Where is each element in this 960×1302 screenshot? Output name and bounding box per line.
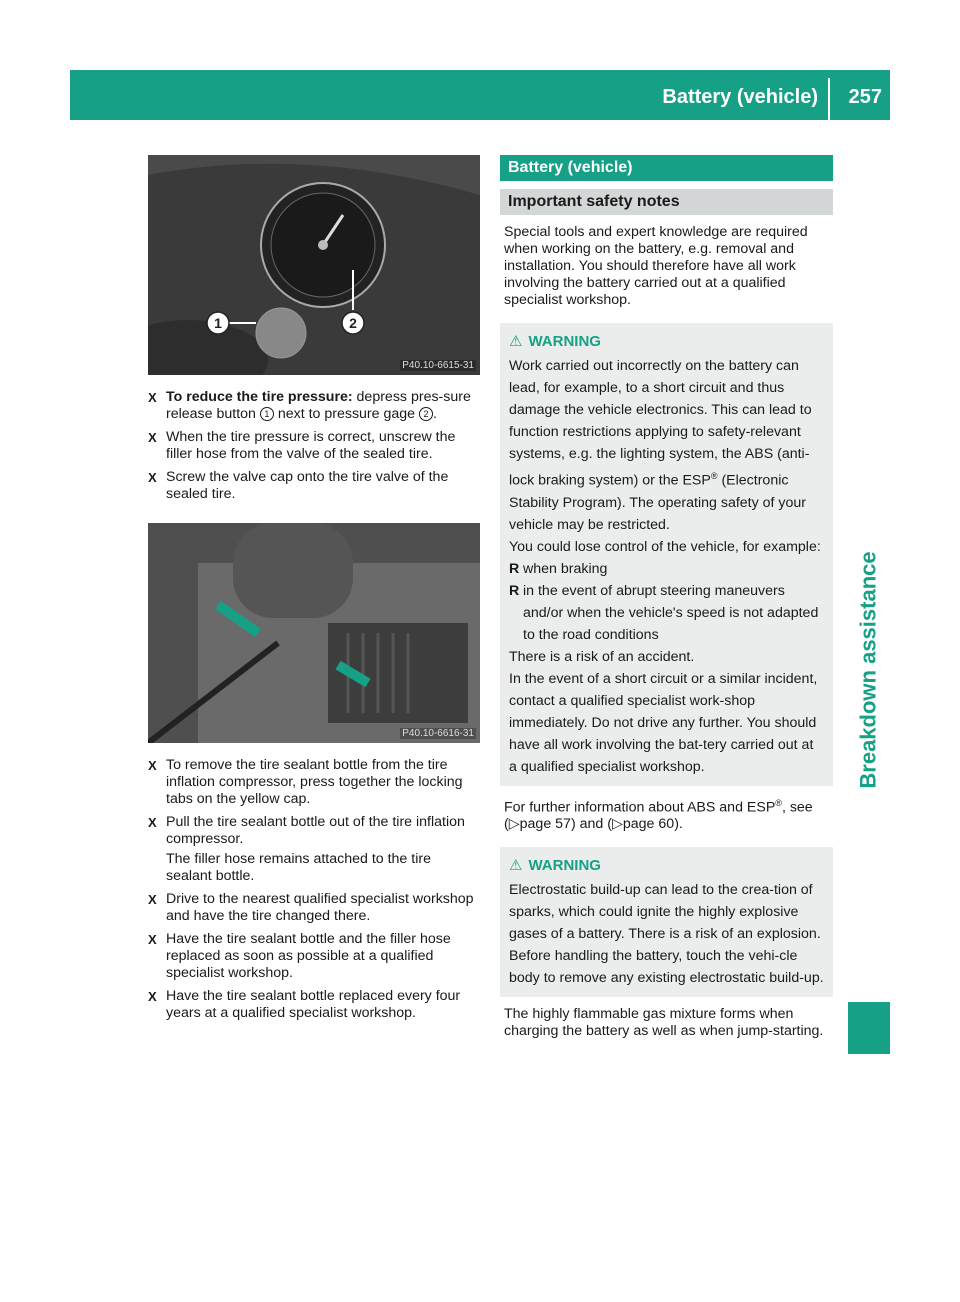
callout-2: 2 — [349, 315, 357, 331]
page-header — [70, 70, 890, 120]
list-item: X Drive to the nearest qualified specialist workshop and have the tire changed there. — [148, 891, 474, 924]
arrow-icon: X — [148, 815, 157, 830]
page-number: 257 — [848, 86, 882, 108]
warning-bullets — [509, 558, 825, 646]
list-item: X When the tire pressure is correct, unscrew the filler hose from the valve of the sealed tire. — [148, 429, 456, 462]
photo-code: P40.10-6616-31 — [402, 728, 474, 739]
photo-code: P40.10-6615-31 — [402, 360, 474, 371]
section-title: Battery (vehicle) — [500, 155, 833, 181]
warning-title: ⚠ WARNING — [509, 331, 825, 353]
intro-paragraph: Special tools and expert knowledge are required when working on the battery, e.g. removal and installation. You should therefore have all work involving the battery carried out at a qualified specialist workshop. — [504, 224, 808, 308]
side-tab-label: Breakdown assistance — [856, 551, 882, 789]
right-column — [500, 155, 833, 1040]
list-item: R when braking — [509, 560, 608, 577]
compressor-gauge-photo — [148, 155, 480, 375]
warning-text: You could lose control of the vehicle, for example: — [509, 538, 821, 555]
arrow-icon: X — [148, 470, 157, 485]
warning-icon: ⚠ — [509, 333, 523, 350]
warning-box-1 — [500, 323, 833, 786]
warning-text: Before handling the battery, touch the vehi-cle body to remove any existing electrostatic build-up. — [509, 948, 824, 987]
steps-list-2 — [148, 757, 480, 1022]
subsection-title: Important safety notes — [500, 189, 833, 215]
list-item: X Screw the valve cap onto the tire valve of the sealed tire. — [148, 469, 449, 502]
header-title: Battery (vehicle) — [662, 86, 818, 108]
warning-text: There is a risk of an accident. — [509, 648, 695, 665]
bottle-illustration — [148, 523, 480, 743]
callout-ref-1: 1 — [260, 407, 274, 421]
list-item: X To remove the tire sealant bottle from the tire inflation compressor, press together the locking tabs on the yellow cap. — [148, 757, 463, 807]
closing-paragraph: The highly flammable gas mixture forms when charging the battery as well as when jump-starting. — [504, 1006, 824, 1040]
list-item: X Have the tire sealant bottle replaced every four years at a qualified specialist workshop. — [148, 988, 461, 1021]
header-divider — [828, 78, 830, 120]
gauge-illustration — [148, 155, 480, 375]
arrow-icon: X — [148, 932, 157, 947]
page-ref-arrow-icon: ▷ — [508, 816, 520, 833]
list-item: X Pull the tire sealant bottle out of the tire inflation compressor. The filler hose remains attached to the tire sealant bottle. — [148, 814, 465, 884]
warning-box-2 — [500, 847, 833, 997]
callout-ref-2: 2 — [419, 407, 433, 421]
further-info: For further information about ABS and ESP®, see (▷page 57) and (▷page 60). — [504, 797, 813, 833]
page-ref-arrow-icon: ▷ — [611, 816, 623, 833]
arrow-icon: X — [148, 892, 157, 907]
arrow-icon: X — [148, 430, 157, 445]
side-tab-marker — [848, 1002, 890, 1054]
arrow-icon: X — [148, 989, 157, 1004]
list-item: X To reduce the tire pressure: depress pres-sure release button 1 next to pressure gage 2 . — [148, 389, 471, 422]
left-column — [148, 155, 480, 1028]
arrow-icon: X — [148, 758, 157, 773]
warning-text: Work carried out incorrectly on the battery can lead, for example, to a short circuit and thus damage the vehicle electronics. This can lead to function restrictions applying to safety-relevant systems, e.g. the lighting system, the ABS (anti-lock braking system) or the ESP® (Electronic Stability Program). The operating safety of your vehicle may be restricted. — [509, 358, 812, 533]
warning-text: Electrostatic build-up can lead to the crea-tion of sparks, which could ignite the highly explosive gases of a battery. There is a risk of an explosion. — [509, 882, 821, 943]
sealant-bottle-photo — [148, 523, 480, 743]
warning-text: In the event of a short circuit or a similar incident, contact a qualified specialist work-shop immediately. Do not drive any further. You should have all work involving the bat-tery carried out at a qualified specialist workshop. — [509, 670, 818, 775]
list-item: X Have the tire sealant bottle and the filler hose replaced as soon as possible at a qualified specialist workshop. — [148, 931, 451, 981]
warning-icon: ⚠ — [509, 857, 523, 875]
page-ref-link[interactable]: page 60 — [622, 816, 675, 833]
list-item: R in the event of abrupt steering maneuvers and/or when the vehicle's speed is not adapted to the road conditions — [509, 582, 819, 643]
warning-title: ⚠ WARNING — [509, 855, 825, 877]
arrow-icon: X — [148, 390, 157, 405]
steps-list-1 — [148, 389, 480, 503]
side-tab — [848, 520, 890, 820]
callout-1: 1 — [214, 315, 222, 331]
page-ref-link[interactable]: page 57 — [519, 816, 571, 833]
